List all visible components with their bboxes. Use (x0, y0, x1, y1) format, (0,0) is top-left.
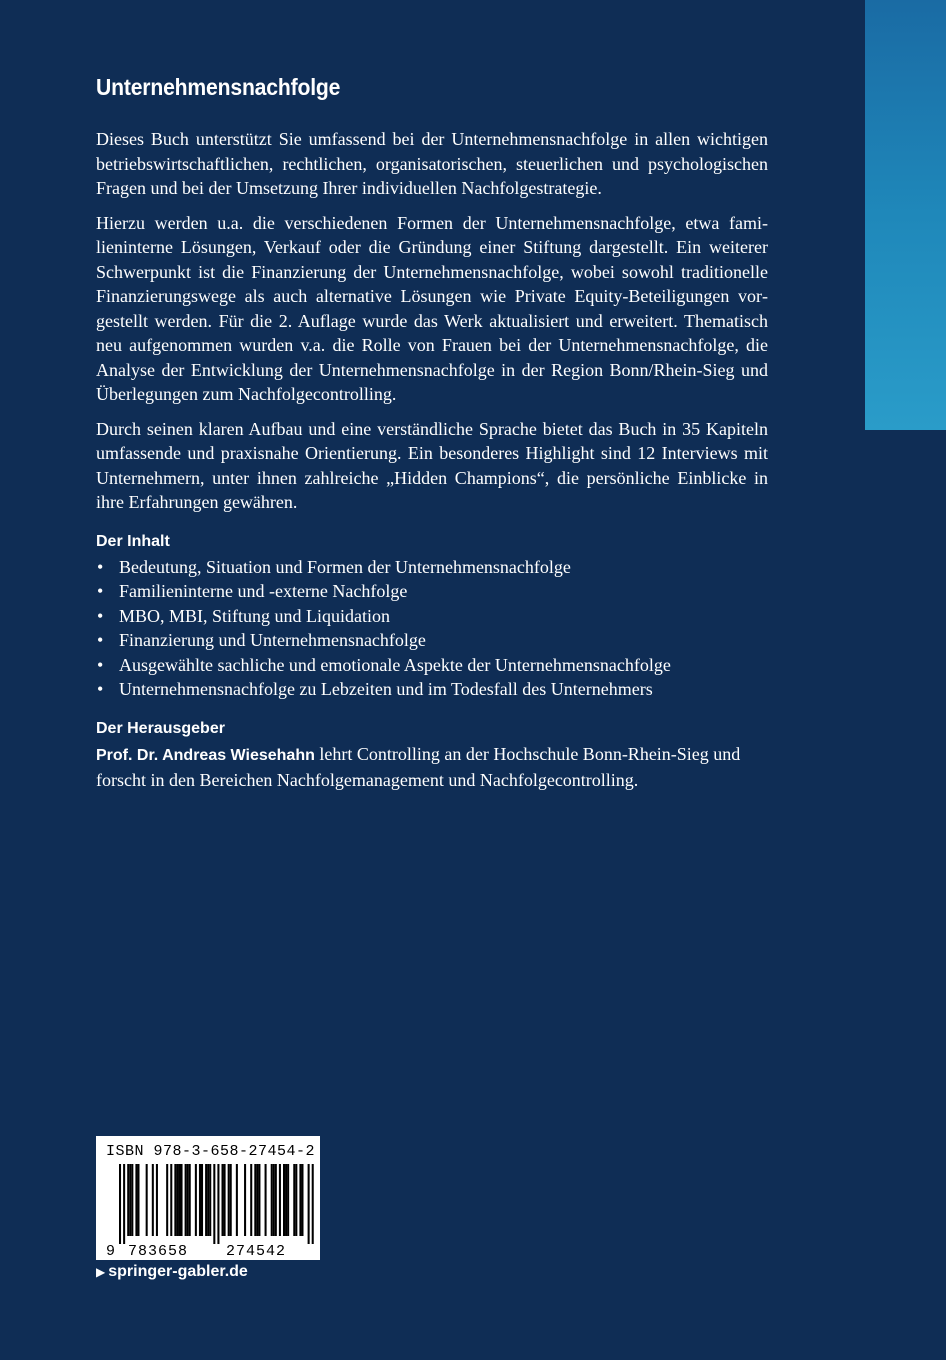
barcode-bar (271, 1164, 273, 1236)
barcode-bar (131, 1164, 133, 1236)
barcode-bar (299, 1164, 301, 1236)
barcode-bar (283, 1164, 285, 1236)
barcode-bar (176, 1164, 178, 1236)
barcode-bar (287, 1164, 289, 1236)
barcode-bar (135, 1164, 137, 1236)
details-paragraph: Hierzu werden u.a. die verschiedenen Formen der Unternehmensnachfolge, etwa familieninterne Lösungen, Verkauf oder die Gründung einer Stiftung dargestellt. Ein weiterer Schwerpunkt ist die Finanzierung der Unternehmensnachfolge, wobei sowohl traditionelle Finanzierungswege als auch alternative Lösungen wie Private Equity-Beteiligungen vorgestellt werden. Für die 2. Auflage wurde das Werk aktualisiert und erweitert. Thematisch neu aufgenommen wurden v.a. die Rolle von Frauen bei der Unternehmensnachfolge, die Analyse der Entwicklung der Unternehmensnachfolge in der Region Bonn/Rhein-Sieg und Überlegungen zum Nachfolgecontrolling. (96, 212, 768, 404)
barcode-bar (181, 1164, 183, 1236)
barcode-bar (178, 1164, 180, 1236)
bullet: • (97, 581, 104, 601)
barcode-bar (254, 1164, 256, 1236)
barcode-bar (166, 1164, 168, 1236)
bullet: • (97, 556, 104, 577)
barcode-bar (236, 1164, 238, 1236)
barcode-bar (279, 1164, 281, 1236)
list-item: • Finanzierung und Unternehmensnachfolge (96, 628, 768, 653)
barcode-bar (217, 1164, 219, 1244)
barcode-lead-digit: 9 (106, 1243, 116, 1260)
barcode-bar (256, 1164, 258, 1236)
editor-name: Prof. Dr. Andreas Wiesehahn (96, 746, 315, 764)
barcode-bar (189, 1164, 191, 1236)
barcode-bar (273, 1164, 275, 1236)
barcode-bar (199, 1164, 201, 1236)
isbn-label: ISBN 978-3-658-27454-2 (106, 1143, 316, 1160)
bullet: • (97, 630, 104, 650)
barcode-bar (265, 1164, 267, 1236)
barcode-bar (205, 1164, 207, 1236)
intro-paragraph: Dieses Buch unterstützt Sie umfassend bei der Unternehmensnachfolge in allen wichtigen betriebswirtschaftlichen, rechtlichen, organisatorischen, steuerlichen und psychologischen Fragen und bei der Umsetzung Ihrer individuellen Nachfolgestrategie. (96, 129, 768, 198)
barcode-bar (170, 1164, 172, 1236)
barcode-bar (250, 1164, 252, 1236)
list-item: • Unternehmensnachfolge zu Lebzeiten und im Todesfall des Unternehmers (96, 677, 768, 702)
barcode-bar (293, 1164, 295, 1236)
barcode-bar (209, 1164, 211, 1236)
barcode-bar (222, 1164, 224, 1236)
isbn-barcode (96, 1136, 320, 1260)
barcode-bar (244, 1164, 246, 1236)
bullet: • (97, 679, 104, 699)
contents-heading: Der Inhalt (96, 532, 170, 550)
editor-heading: Der Herausgeber (96, 719, 225, 737)
barcode-bar (224, 1164, 226, 1236)
back-cover-content (96, 74, 768, 803)
editor-bio-text: lehrt Controlling an der Hochschule Bonn-Rhein-Sieg und forscht in den Bereichen Nachfolgemanagement und Nachfolgecontrolling. (96, 743, 741, 790)
website-url: springer-gabler.de (108, 1263, 248, 1280)
barcode-bar (258, 1164, 260, 1236)
barcode-bar (295, 1164, 297, 1236)
bullet: • (97, 654, 104, 675)
barcode-bar (228, 1164, 230, 1236)
barcode-bar (174, 1164, 176, 1236)
barcode-bar (312, 1164, 314, 1244)
barcode-bar (195, 1164, 197, 1236)
barcode-bar (146, 1164, 148, 1236)
accent-band (865, 0, 946, 430)
barcode-bar (137, 1164, 139, 1236)
list-item: • Familieninterne und -externe Nachfolge (96, 579, 768, 604)
highlight-paragraph: Durch seinen klaren Aufbau und eine verständliche Sprache bietet das Buch in 35 Kapiteln umfassende und praxisnahe Orientierung. Ein besonderes Highlight sind 12 Interviews mit Unternehmern, unter ihnen zahlreiche „Hidden Champions“, die persönliche Einblicke in ihre Erfahrungen gewähren. (96, 418, 768, 512)
list-item: • Ausgewählte sachliche und emotionale Aspekte der Unternehmensnachfolge (96, 653, 768, 678)
barcode-bar (207, 1164, 209, 1236)
list-item: • MBO, MBI, Stiftung und Liquidation (96, 604, 768, 629)
barcode-bar (230, 1164, 232, 1236)
barcode-bar (119, 1164, 121, 1244)
barcode-bar (152, 1164, 154, 1236)
barcode-bar (275, 1164, 277, 1236)
barcode-bar (123, 1164, 125, 1244)
barcode-bar (127, 1164, 129, 1236)
barcode-bar (187, 1164, 189, 1236)
barcode-group-2: 274542 (225, 1243, 287, 1260)
arrow-right-icon: ▶ (96, 1265, 106, 1279)
barcode-graphic (96, 1136, 320, 1260)
barcode-bars (119, 1164, 314, 1244)
barcode-bar (308, 1164, 310, 1244)
barcode-group-1: 783658 (127, 1243, 189, 1260)
barcode-bar (185, 1164, 187, 1236)
barcode-bar (201, 1164, 203, 1236)
barcode-bar (285, 1164, 287, 1236)
barcode-bar (156, 1164, 158, 1236)
bullet: • (97, 605, 104, 626)
contents-list (96, 555, 768, 702)
book-title: Unternehmensnachfolge (96, 74, 341, 100)
barcode-bar (213, 1164, 215, 1244)
list-item: • Bedeutung, Situation und Formen der Unternehmensnachfolge (96, 555, 768, 580)
editor-bio (96, 742, 768, 793)
barcode-bar (129, 1164, 131, 1236)
barcode-bar (301, 1164, 303, 1236)
accent-band-lower (865, 430, 946, 1360)
publisher-website[interactable] (96, 1263, 248, 1281)
